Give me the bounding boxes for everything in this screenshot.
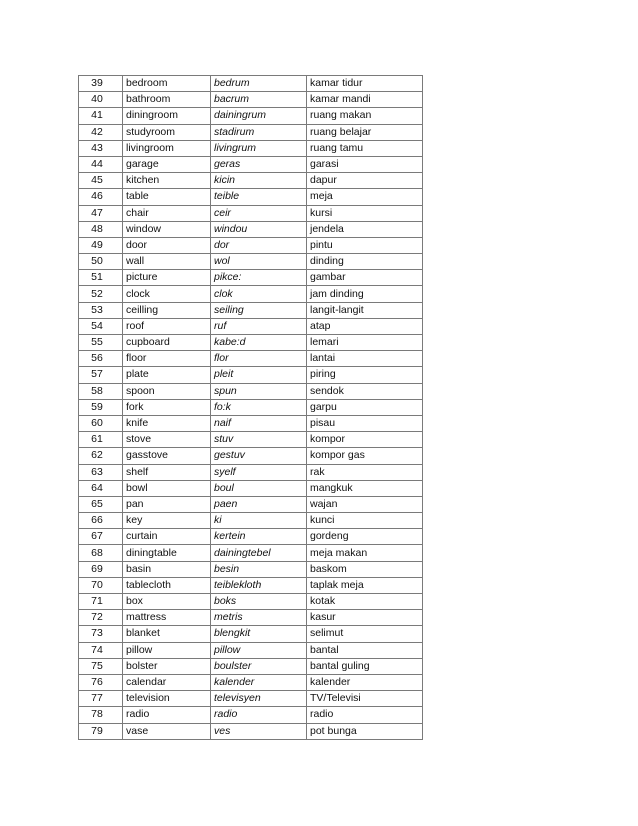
row-number-cell: 58 xyxy=(79,383,123,399)
english-word-cell: wall xyxy=(123,254,211,270)
indonesian-translation-cell: langit-langit xyxy=(307,302,423,318)
vocabulary-table xyxy=(78,75,423,740)
indonesian-translation-cell: kalender xyxy=(307,674,423,690)
pronunciation-cell: spun xyxy=(211,383,307,399)
row-number-cell: 74 xyxy=(79,642,123,658)
english-word-cell: tablecloth xyxy=(123,577,211,593)
table-row xyxy=(79,513,423,529)
row-number-cell: 62 xyxy=(79,448,123,464)
row-number-cell: 53 xyxy=(79,302,123,318)
row-number-cell: 51 xyxy=(79,270,123,286)
table-row xyxy=(79,221,423,237)
table-row xyxy=(79,254,423,270)
english-word-cell: bedroom xyxy=(123,76,211,92)
pronunciation-cell: ceir xyxy=(211,205,307,221)
indonesian-translation-cell: kursi xyxy=(307,205,423,221)
english-word-cell: table xyxy=(123,189,211,205)
indonesian-translation-cell: kompor xyxy=(307,432,423,448)
english-word-cell: blanket xyxy=(123,626,211,642)
indonesian-translation-cell: dapur xyxy=(307,173,423,189)
table-row xyxy=(79,286,423,302)
row-number-cell: 69 xyxy=(79,561,123,577)
row-number-cell: 59 xyxy=(79,399,123,415)
pronunciation-cell: kicin xyxy=(211,173,307,189)
pronunciation-cell: dor xyxy=(211,237,307,253)
english-word-cell: pan xyxy=(123,496,211,512)
indonesian-translation-cell: wajan xyxy=(307,496,423,512)
indonesian-translation-cell: atap xyxy=(307,318,423,334)
english-word-cell: basin xyxy=(123,561,211,577)
pronunciation-cell: kabe:d xyxy=(211,335,307,351)
pronunciation-cell: teible xyxy=(211,189,307,205)
pronunciation-cell: bedrum xyxy=(211,76,307,92)
table-row xyxy=(79,108,423,124)
english-word-cell: curtain xyxy=(123,529,211,545)
table-row xyxy=(79,577,423,593)
row-number-cell: 40 xyxy=(79,92,123,108)
indonesian-translation-cell: bantal guling xyxy=(307,658,423,674)
row-number-cell: 56 xyxy=(79,351,123,367)
row-number-cell: 76 xyxy=(79,674,123,690)
row-number-cell: 44 xyxy=(79,156,123,172)
table-row xyxy=(79,432,423,448)
indonesian-translation-cell: bantal xyxy=(307,642,423,658)
english-word-cell: kitchen xyxy=(123,173,211,189)
row-number-cell: 66 xyxy=(79,513,123,529)
indonesian-translation-cell: baskom xyxy=(307,561,423,577)
pronunciation-cell: bacrum xyxy=(211,92,307,108)
pronunciation-cell: kertein xyxy=(211,529,307,545)
row-number-cell: 57 xyxy=(79,367,123,383)
table-row xyxy=(79,642,423,658)
row-number-cell: 70 xyxy=(79,577,123,593)
row-number-cell: 43 xyxy=(79,140,123,156)
row-number-cell: 50 xyxy=(79,254,123,270)
indonesian-translation-cell: taplak meja xyxy=(307,577,423,593)
pronunciation-cell: pleit xyxy=(211,367,307,383)
pronunciation-cell: dainingtebel xyxy=(211,545,307,561)
pronunciation-cell: pikce: xyxy=(211,270,307,286)
table-row xyxy=(79,124,423,140)
table-row xyxy=(79,140,423,156)
pronunciation-cell: televisyen xyxy=(211,691,307,707)
indonesian-translation-cell: lemari xyxy=(307,335,423,351)
table-row xyxy=(79,529,423,545)
indonesian-translation-cell: selimut xyxy=(307,626,423,642)
indonesian-translation-cell: kamar mandi xyxy=(307,92,423,108)
indonesian-translation-cell: ruang makan xyxy=(307,108,423,124)
indonesian-translation-cell: radio xyxy=(307,707,423,723)
table-row xyxy=(79,318,423,334)
row-number-cell: 71 xyxy=(79,594,123,610)
english-word-cell: livingroom xyxy=(123,140,211,156)
table-row xyxy=(79,480,423,496)
english-word-cell: door xyxy=(123,237,211,253)
table-row xyxy=(79,156,423,172)
row-number-cell: 75 xyxy=(79,658,123,674)
english-word-cell: window xyxy=(123,221,211,237)
row-number-cell: 45 xyxy=(79,173,123,189)
pronunciation-cell: fo:k xyxy=(211,399,307,415)
table-row xyxy=(79,626,423,642)
english-word-cell: picture xyxy=(123,270,211,286)
table-row xyxy=(79,76,423,92)
pronunciation-cell: blengkit xyxy=(211,626,307,642)
indonesian-translation-cell: pisau xyxy=(307,415,423,431)
pronunciation-cell: dainingrum xyxy=(211,108,307,124)
indonesian-translation-cell: lantai xyxy=(307,351,423,367)
english-word-cell: roof xyxy=(123,318,211,334)
english-word-cell: chair xyxy=(123,205,211,221)
row-number-cell: 54 xyxy=(79,318,123,334)
indonesian-translation-cell: ruang belajar xyxy=(307,124,423,140)
english-word-cell: gasstove xyxy=(123,448,211,464)
table-row xyxy=(79,189,423,205)
pronunciation-cell: kalender xyxy=(211,674,307,690)
table-row xyxy=(79,658,423,674)
row-number-cell: 47 xyxy=(79,205,123,221)
pronunciation-cell: ki xyxy=(211,513,307,529)
row-number-cell: 42 xyxy=(79,124,123,140)
english-word-cell: cupboard xyxy=(123,335,211,351)
row-number-cell: 46 xyxy=(79,189,123,205)
pronunciation-cell: stuv xyxy=(211,432,307,448)
row-number-cell: 55 xyxy=(79,335,123,351)
table-row xyxy=(79,545,423,561)
english-word-cell: diningtable xyxy=(123,545,211,561)
table-row xyxy=(79,594,423,610)
row-number-cell: 60 xyxy=(79,415,123,431)
english-word-cell: television xyxy=(123,691,211,707)
pronunciation-cell: boulster xyxy=(211,658,307,674)
english-word-cell: spoon xyxy=(123,383,211,399)
row-number-cell: 68 xyxy=(79,545,123,561)
table-row xyxy=(79,691,423,707)
row-number-cell: 73 xyxy=(79,626,123,642)
indonesian-translation-cell: sendok xyxy=(307,383,423,399)
table-row xyxy=(79,367,423,383)
pronunciation-cell: besin xyxy=(211,561,307,577)
pronunciation-cell: syelf xyxy=(211,464,307,480)
row-number-cell: 79 xyxy=(79,723,123,739)
indonesian-translation-cell: mangkuk xyxy=(307,480,423,496)
table-row xyxy=(79,205,423,221)
english-word-cell: box xyxy=(123,594,211,610)
pronunciation-cell: paen xyxy=(211,496,307,512)
english-word-cell: clock xyxy=(123,286,211,302)
table-row xyxy=(79,302,423,318)
english-word-cell: calendar xyxy=(123,674,211,690)
indonesian-translation-cell: gordeng xyxy=(307,529,423,545)
row-number-cell: 63 xyxy=(79,464,123,480)
table-row xyxy=(79,674,423,690)
english-word-cell: key xyxy=(123,513,211,529)
english-word-cell: stove xyxy=(123,432,211,448)
indonesian-translation-cell: garpu xyxy=(307,399,423,415)
indonesian-translation-cell: gambar xyxy=(307,270,423,286)
table-row xyxy=(79,496,423,512)
table-row xyxy=(79,415,423,431)
indonesian-translation-cell: dinding xyxy=(307,254,423,270)
row-number-cell: 41 xyxy=(79,108,123,124)
indonesian-translation-cell: TV/Televisi xyxy=(307,691,423,707)
table-row xyxy=(79,464,423,480)
pronunciation-cell: metris xyxy=(211,610,307,626)
english-word-cell: floor xyxy=(123,351,211,367)
table-row xyxy=(79,173,423,189)
table-row xyxy=(79,399,423,415)
indonesian-translation-cell: kasur xyxy=(307,610,423,626)
english-word-cell: fork xyxy=(123,399,211,415)
english-word-cell: pillow xyxy=(123,642,211,658)
pronunciation-cell: livingrum xyxy=(211,140,307,156)
indonesian-translation-cell: pintu xyxy=(307,237,423,253)
pronunciation-cell: windou xyxy=(211,221,307,237)
english-word-cell: shelf xyxy=(123,464,211,480)
row-number-cell: 72 xyxy=(79,610,123,626)
pronunciation-cell: clok xyxy=(211,286,307,302)
pronunciation-cell: geras xyxy=(211,156,307,172)
row-number-cell: 52 xyxy=(79,286,123,302)
indonesian-translation-cell: jam dinding xyxy=(307,286,423,302)
row-number-cell: 48 xyxy=(79,221,123,237)
pronunciation-cell: ves xyxy=(211,723,307,739)
pronunciation-cell: seiling xyxy=(211,302,307,318)
table-row xyxy=(79,448,423,464)
pronunciation-cell: boks xyxy=(211,594,307,610)
table-row xyxy=(79,237,423,253)
indonesian-translation-cell: kompor gas xyxy=(307,448,423,464)
table-row xyxy=(79,723,423,739)
row-number-cell: 78 xyxy=(79,707,123,723)
row-number-cell: 67 xyxy=(79,529,123,545)
english-word-cell: diningroom xyxy=(123,108,211,124)
english-word-cell: ceilling xyxy=(123,302,211,318)
indonesian-translation-cell: piring xyxy=(307,367,423,383)
pronunciation-cell: wol xyxy=(211,254,307,270)
english-word-cell: garage xyxy=(123,156,211,172)
table-row xyxy=(79,351,423,367)
pronunciation-cell: flor xyxy=(211,351,307,367)
row-number-cell: 61 xyxy=(79,432,123,448)
english-word-cell: knife xyxy=(123,415,211,431)
indonesian-translation-cell: rak xyxy=(307,464,423,480)
row-number-cell: 64 xyxy=(79,480,123,496)
english-word-cell: radio xyxy=(123,707,211,723)
english-word-cell: plate xyxy=(123,367,211,383)
pronunciation-cell: radio xyxy=(211,707,307,723)
table-row xyxy=(79,92,423,108)
table-row xyxy=(79,270,423,286)
indonesian-translation-cell: jendela xyxy=(307,221,423,237)
indonesian-translation-cell: meja makan xyxy=(307,545,423,561)
table-row xyxy=(79,383,423,399)
indonesian-translation-cell: kunci xyxy=(307,513,423,529)
pronunciation-cell: boul xyxy=(211,480,307,496)
english-word-cell: vase xyxy=(123,723,211,739)
table-row xyxy=(79,561,423,577)
indonesian-translation-cell: kotak xyxy=(307,594,423,610)
english-word-cell: bathroom xyxy=(123,92,211,108)
table-row xyxy=(79,707,423,723)
indonesian-translation-cell: ruang tamu xyxy=(307,140,423,156)
pronunciation-cell: pillow xyxy=(211,642,307,658)
pronunciation-cell: teiblekloth xyxy=(211,577,307,593)
table-row xyxy=(79,335,423,351)
pronunciation-cell: gestuv xyxy=(211,448,307,464)
vocabulary-table-body xyxy=(79,76,423,740)
indonesian-translation-cell: kamar tidur xyxy=(307,76,423,92)
row-number-cell: 65 xyxy=(79,496,123,512)
english-word-cell: bowl xyxy=(123,480,211,496)
row-number-cell: 49 xyxy=(79,237,123,253)
pronunciation-cell: naif xyxy=(211,415,307,431)
english-word-cell: mattress xyxy=(123,610,211,626)
indonesian-translation-cell: pot bunga xyxy=(307,723,423,739)
pronunciation-cell: ruf xyxy=(211,318,307,334)
table-row xyxy=(79,610,423,626)
english-word-cell: bolster xyxy=(123,658,211,674)
row-number-cell: 39 xyxy=(79,76,123,92)
pronunciation-cell: stadirum xyxy=(211,124,307,140)
english-word-cell: studyroom xyxy=(123,124,211,140)
row-number-cell: 77 xyxy=(79,691,123,707)
indonesian-translation-cell: garasi xyxy=(307,156,423,172)
indonesian-translation-cell: meja xyxy=(307,189,423,205)
